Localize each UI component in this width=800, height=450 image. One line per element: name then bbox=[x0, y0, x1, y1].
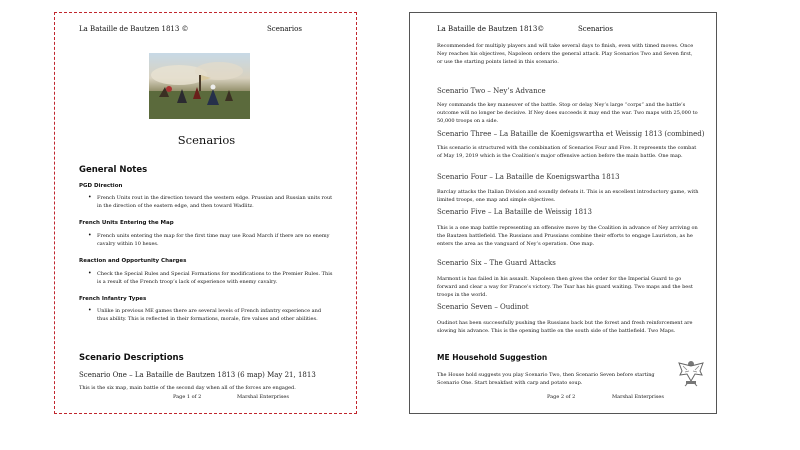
page-header-section: Scenarios bbox=[578, 25, 613, 33]
infantry-types-bullet: • Unlike in previous ME games there are several levels of French infantry experience and thus ability. This is reflected in their formations, morale, fire values and other abilities. bbox=[97, 307, 333, 323]
page-header-section: Scenarios bbox=[267, 25, 302, 33]
pgd-direction-bullet: • French Units rout in the direction toward the western edge. Prussian and Russian units rout in the direction of the eastern edge, and then toward Wadlitz. bbox=[97, 194, 333, 210]
document-page-2 bbox=[409, 12, 717, 414]
scenario-four-title: Scenario Four – La Bataille de Koenigswartha 1813 bbox=[437, 173, 620, 181]
entering-map-heading: French Units Entering the Map bbox=[79, 220, 174, 226]
entering-map-bullet: • French units entering the map for the first time may use Road March if there are no enemy cavalry within 10 hexes. bbox=[97, 232, 333, 248]
scenario-five-title: Scenario Five – La Bataille de Weissig 1813 bbox=[437, 208, 592, 216]
scenario-three-title: Scenario Three – La Bataille de Koenigswartha et Weissig 1813 (combined) bbox=[437, 130, 705, 138]
battle-painting-image bbox=[149, 53, 250, 119]
scenario-two-text: Ney commands the key maneuver of the battle. Stop or delay Ney’s large “corps” and the battle’s outcome will no longer be decisive. If Ney does succeeds it may end the war. Two maps with 25,000 to 50,000 troops on a side. bbox=[437, 102, 698, 124]
page-header-title: La Bataille de Bautzen 1813 © bbox=[79, 25, 189, 33]
scenario-six-title: Scenario Six – The Guard Attacks bbox=[437, 259, 556, 267]
imperial-eagle-icon bbox=[677, 357, 705, 387]
scenario-one-text: This is the six map, main battle of the second day when all of the forces are engaged. bbox=[79, 385, 296, 391]
page-title: Scenarios bbox=[177, 133, 236, 147]
scenario-five-text: This is a one map battle representing an offensive move by the Coalition in advance of Ney arriving on the Bautzen battlefield. The Russians and Prussians combine their efforts to engage Lauriston, as he enters the area as the vanguard of Ney’s operation. One map. bbox=[437, 225, 698, 247]
infantry-types-heading: French Infantry Types bbox=[79, 296, 147, 302]
page-header-title: La Bataille de Bautzen 1813© bbox=[437, 25, 545, 33]
reaction-charges-bullet: • Check the Special Rules and Special Formations for modifications to the Premier Rules. This is a result of the French troop’s lack of experience with enemy cavalry. bbox=[97, 270, 333, 286]
reaction-charges-heading: Reaction and Opportunity Charges bbox=[79, 258, 187, 264]
pgd-direction-heading: PGD Direction bbox=[79, 183, 123, 189]
page-footer-company: Marshal Enterprises bbox=[612, 394, 664, 400]
household-suggestion-text: The House hold suggests you play Scenario Two, then Scenario Seven before starting Scenario One. Start breakfast with carp and potato soup. bbox=[437, 372, 655, 386]
scenario-six-text: Marmont is has failed in his assault. Napoleon then gives the order for the Imperial Guard to go forward and clear a way for France’s victory. The Tsar has his guard waiting. Two maps and the best troops in the world. bbox=[437, 276, 693, 298]
page-footer-number: Page 2 of 2 bbox=[547, 394, 576, 400]
scenario-seven-text: Oudinot has been successfully pushing the Russians back but the forest and fresh reinforcement are slowing his advance. This is the opening battle on the south side of the battlefield. Two Maps. bbox=[437, 320, 693, 334]
scenario-seven-title: Scenario Seven – Oudinot bbox=[437, 303, 529, 311]
document-page-1 bbox=[54, 12, 357, 414]
scenario-one-title: Scenario One – La Bataille de Bautzen 1813 (6 map) May 21, 1813 bbox=[79, 371, 316, 379]
general-notes-heading: General Notes bbox=[79, 165, 148, 175]
intro-paragraph: Recommended for multiply players and will take several days to finish, even with timed moves. Once Ney reaches his objectives, Napoleon orders the general attack. Play Scenarios Two and Seven first, or use the starting points listed in this scenario. bbox=[437, 43, 694, 65]
scenario-two-title: Scenario Two – Ney’s Advance bbox=[437, 87, 546, 95]
scenario-four-text: Barclay attacks the Italian Division and soundly defeats it. This is an excellent introductory game, with limited troops, one map and simple objectives. bbox=[437, 189, 699, 203]
scenario-three-text: This scenario is structured with the combination of Scenarios Four and Five. It represents the combat of May 19, 2019 which is the Coalition’s major offensive action before the main battle. One map. bbox=[437, 145, 697, 159]
household-suggestion-heading: ME Household Suggestion bbox=[437, 353, 548, 362]
scenario-descriptions-heading: Scenario Descriptions bbox=[79, 353, 184, 363]
page-footer-number: Page 1 of 2 bbox=[173, 394, 202, 400]
page-footer-company: Marshal Enterprises bbox=[237, 394, 289, 400]
